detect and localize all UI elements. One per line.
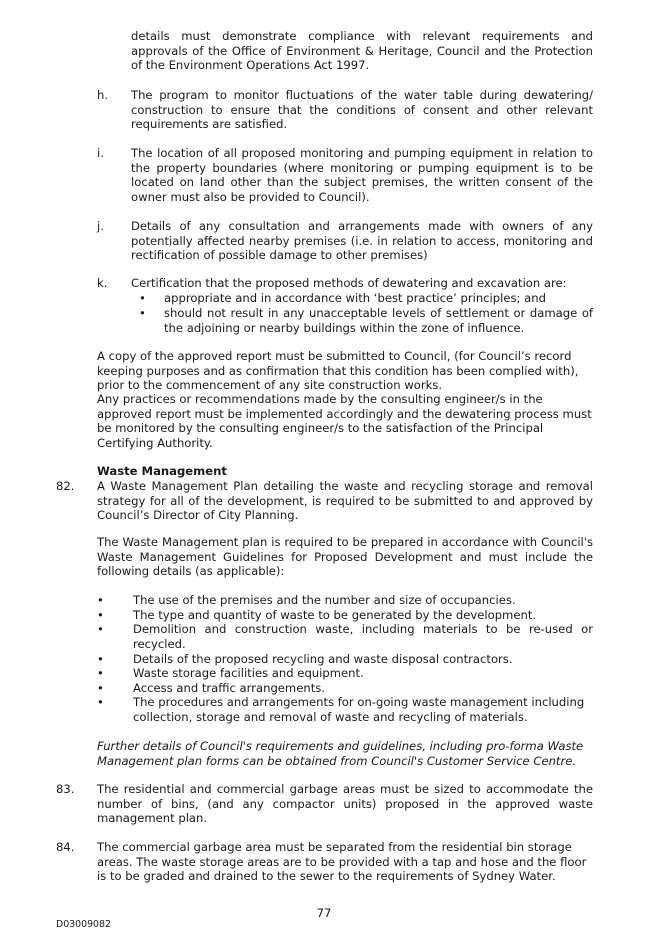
bullet-icon: •	[97, 681, 104, 695]
bullet-icon: •	[97, 666, 104, 680]
bullet-icon: •	[139, 291, 146, 305]
bullet-text: Details of the proposed recycling and waste disposal contractors.	[133, 652, 513, 666]
item-label: k.	[97, 276, 108, 290]
document-id: D03009082	[56, 919, 111, 930]
waste-plan-paragraph: The Waste Management plan is required to be prepared in accordance with Council's Waste Management Guidelines for Proposed Development and must include the following details (as applicable):	[97, 535, 593, 579]
page-number: 77	[316, 906, 332, 920]
further-details-note: Further details of Council's requirements and guidelines, including pro-forma Waste Management plan forms can be obtained from Council's Customer Service Centre.	[97, 739, 584, 768]
bullet-text: The type and quantity of waste to be generated by the development.	[133, 608, 537, 622]
condition-number: 83.	[56, 782, 75, 796]
bullet-text: Demolition and construction waste, including materials to be re-used or recycled.	[133, 622, 593, 651]
bullet-icon: •	[97, 652, 104, 666]
bullet-text: appropriate and in accordance with ‘best practice’ principles; and	[164, 291, 546, 305]
bullet-text: should not result in any unacceptable levels of settlement or damage of the adjoining or nearby buildings within the zone of influence.	[164, 306, 593, 335]
copy-paragraph: A copy of the approved report must be submitted to Council, (for Council’s record keeping purposes and as confirmation that this condition has been complied with), prior to the commencement of any site construction works.	[97, 349, 579, 393]
bullet-icon: •	[97, 608, 104, 622]
condition-84-text: The commercial garbage area must be separated from the residential bin storage areas. The waste storage areas are to be provided with a tap and hose and the floor is to be graded and drained to the sewer to the requirements of Sydney Water.	[97, 840, 587, 884]
bullet-icon: •	[97, 622, 104, 636]
bullet-icon: •	[139, 306, 146, 320]
condition-number: 82.	[56, 479, 75, 493]
item-text: The program to monitor fluctuations of the water table during dewatering/ construction to ensure that the conditions of consent and other relevant requirements are satisfied.	[131, 88, 593, 132]
bullet-text: Waste storage facilities and equipment.	[133, 666, 364, 680]
bullet-text: The use of the premises and the number and size of occupancies.	[133, 593, 516, 607]
practices-paragraph: Any practices or recommendations made by the consulting engineer/s in the approved report must be implemented accordingly and the dewatering process must be monitored by the consulting engineer/s to the satisfaction of the Principal Certifying Authority.	[97, 392, 592, 450]
item-label: j.	[97, 219, 104, 233]
bullet-text: The procedures and arrangements for on-going waste management including collection, storage and removal of waste and recycling of materials.	[133, 695, 585, 724]
condition-83-text: The residential and commercial garbage areas must be sized to accommodate the number of bins, (and any compactor units) proposed in the approved waste management plan.	[97, 782, 593, 826]
item-text: Details of any consultation and arrangements made with owners of any potentially affected nearby premises (i.e. in relation to access, monitoring and rectification of possible damage to other premises)	[131, 219, 593, 263]
intro-paragraph: details must demonstrate compliance with relevant requirements and approvals of the Office of Environment & Heritage, Council and the Protection of the Environment Operations Act 1997.	[131, 29, 593, 73]
item-text: Certification that the proposed methods of dewatering and excavation are:	[131, 276, 567, 290]
item-label: h.	[97, 88, 109, 102]
item-text: The location of all proposed monitoring and pumping equipment in relation to the property boundaries (where monitoring or pumping equipment is to be located on land other than the subject premises, the written consent of the owner must also be provided to Council).	[131, 146, 593, 204]
bullet-icon: •	[97, 695, 104, 709]
condition-number: 84.	[56, 840, 75, 854]
item-label: i.	[97, 146, 104, 160]
section-heading: Waste Management	[97, 464, 227, 478]
bullet-text: Access and traffic arrangements.	[133, 681, 325, 695]
bullet-icon: •	[97, 593, 104, 607]
condition-82-text: A Waste Management Plan detailing the waste and recycling storage and removal strategy for all of the development, is required to be submitted to and approved by Council’s Director of City Planning.	[97, 479, 593, 523]
